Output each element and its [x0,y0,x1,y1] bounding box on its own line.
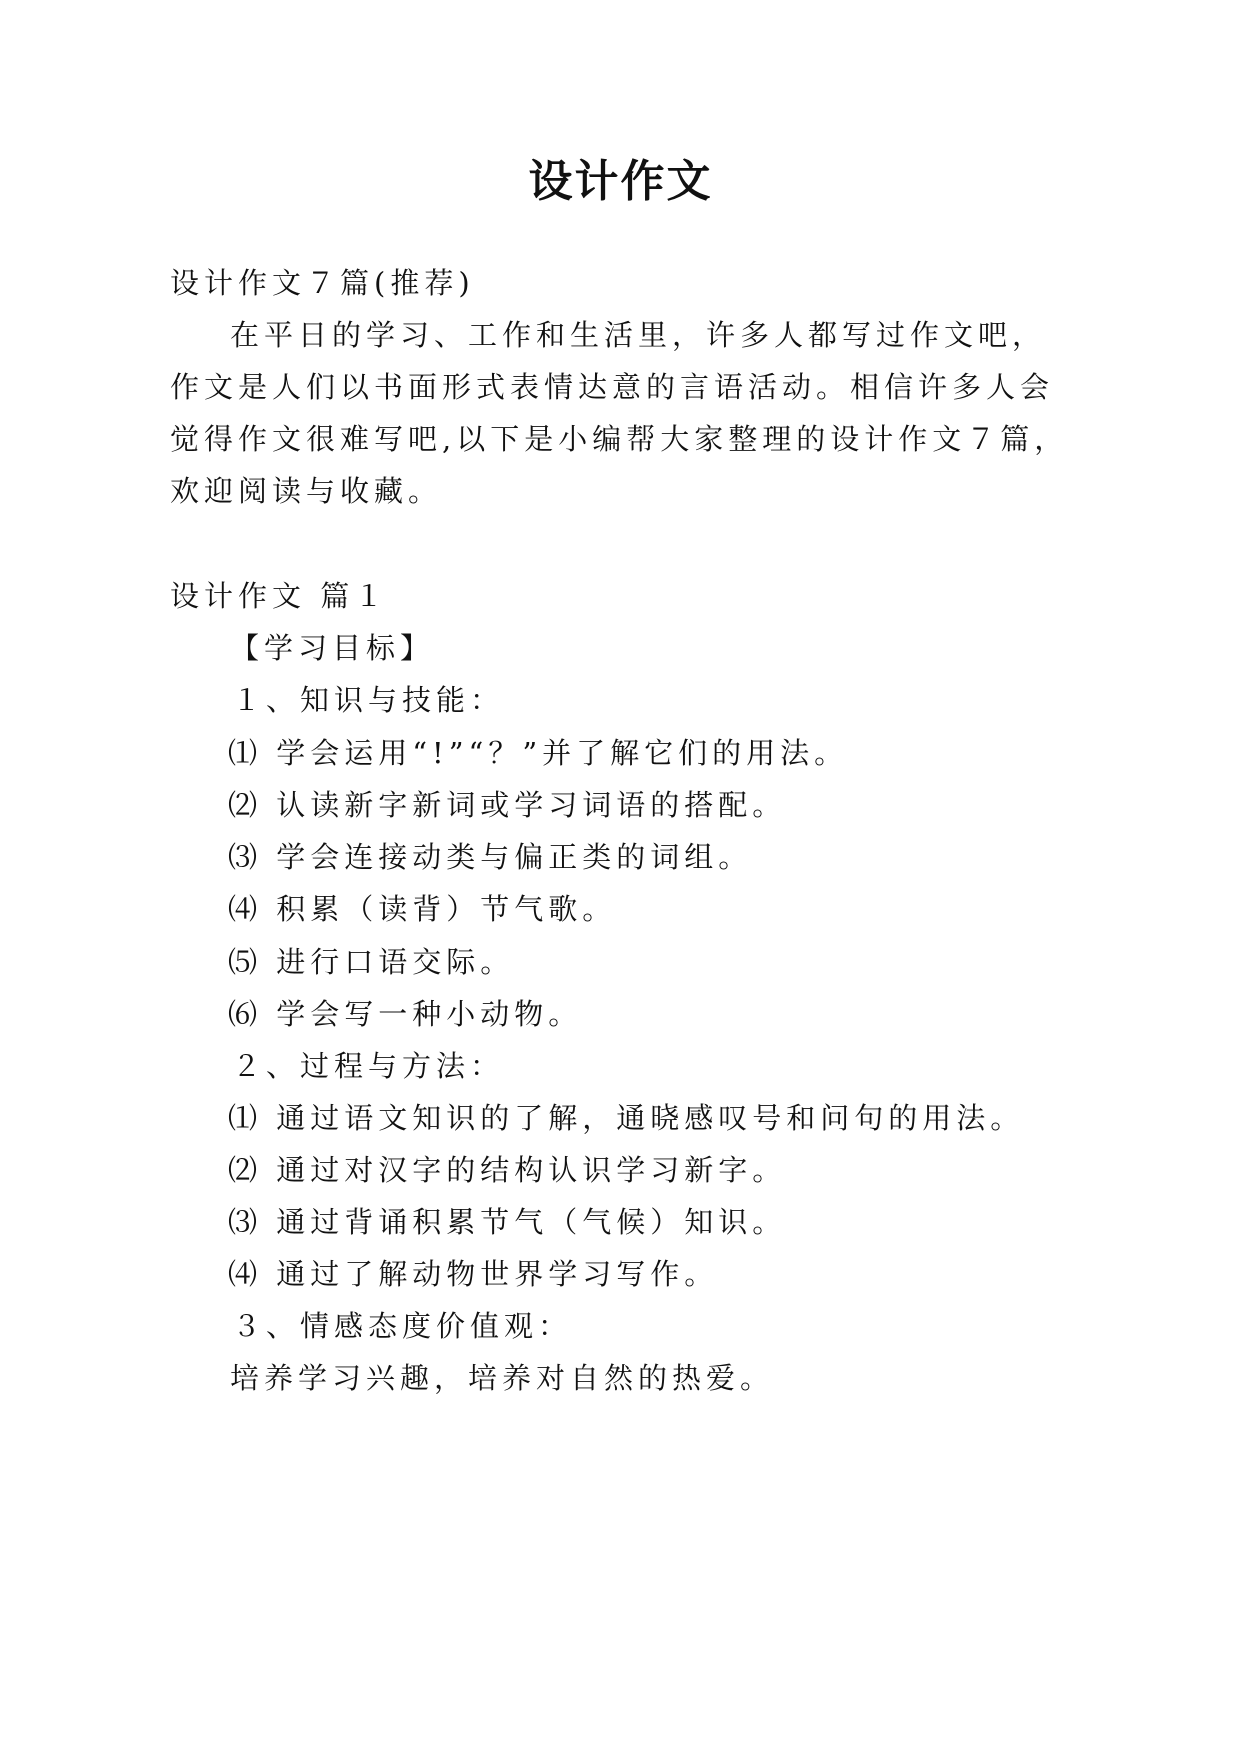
intro-line: 作文是人们以书面形式表情达意的言语活动。相信许多人会 [170,370,1055,404]
document-subtitle: 设计作文７篇(推荐) [170,266,475,300]
list-item: ⑹ 学会写一种小动物。 [228,997,583,1031]
intro-line: 觉得作文很难写吧,以下是小编帮大家整理的设计作文７篇， [170,422,1069,456]
list-item: ⑴ 通过语文知识的了解，通晓感叹号和问句的用法。 [228,1101,1025,1135]
list-item: ⑵ 通过对汉字的结构认识学习新字。 [228,1153,787,1187]
list-item: ⑴ 学会运用“!”“？”并了解它们的用法。 [228,736,849,770]
body-paragraph: 培养学习兴趣，培养对自然的热爱。 [230,1361,775,1395]
page-title: 设计作文 [528,156,713,207]
list-item: ⑷ 通过了解动物世界学习写作。 [228,1257,719,1291]
list-heading: ２、过程与方法： [232,1049,505,1083]
list-heading: １、知识与技能： [232,683,505,717]
list-item: ⑵ 认读新字新词或学习词语的搭配。 [228,788,787,822]
list-item: ⑸ 进行口语交际。 [228,945,515,979]
list-item: ⑷ 积累（读背）节气歌。 [228,892,617,926]
intro-line: 欢迎阅读与收藏。 [170,474,443,508]
section-heading: 设计作文 篇１ [170,579,389,613]
list-heading: ３、情感态度价值观： [232,1309,573,1343]
intro-line: 在平日的学习、工作和生活里，许多人都写过作文吧， [230,318,1047,352]
list-item: ⑶ 通过背诵积累节气（气候）知识。 [228,1205,787,1239]
list-item: ⑶ 学会连接动类与偏正类的词组。 [228,840,753,874]
section-subheading: 【学习目标】 [230,631,435,665]
